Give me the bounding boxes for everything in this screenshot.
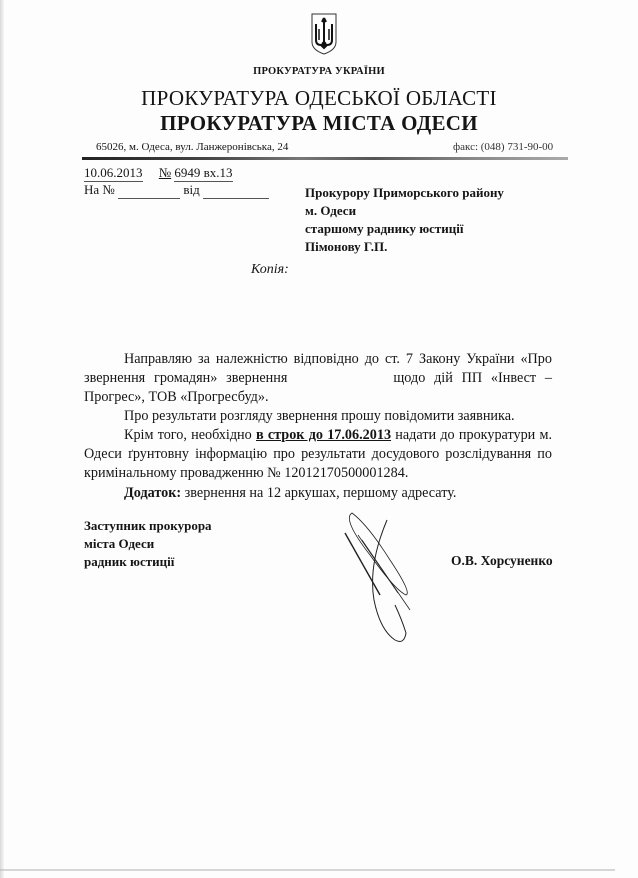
registration-line — [84, 165, 233, 182]
signatory-title — [84, 517, 212, 571]
paragraph-request-result: Про результати розгляду звернення прошу повідомити заявника. — [124, 408, 515, 424]
reference-date-blank — [203, 182, 269, 199]
recipient-block — [305, 184, 605, 256]
registration-number: 6949 вх.13 — [174, 165, 233, 180]
reference-line — [84, 182, 269, 199]
header-divider — [82, 157, 568, 160]
deadline-text: в строк до 17.06.2013 — [255, 427, 392, 443]
paragraph-text: Крім того, необхідно — [124, 427, 252, 443]
trident-coat-of-arms-icon — [310, 12, 338, 56]
org-address: 65026, м. Одеса, вул. Ланжеронівська, 24 — [96, 141, 289, 153]
registration-number-label: № — [158, 165, 172, 180]
paragraph-deadline — [84, 426, 552, 483]
recipient-line: Прокурору Приморського району — [305, 185, 504, 200]
attachment-label: Додаток: — [124, 485, 182, 501]
reference-number-blank — [118, 182, 180, 199]
signatory-title-line: радник юстиції — [84, 554, 175, 569]
paragraph-attachment — [84, 484, 552, 503]
paragraph-forwarding — [84, 350, 552, 407]
signatory-title-line: міста Одеси — [84, 536, 155, 551]
paragraph-text: щодо дій ПП «Інвест – Прогрес», ТОВ «Прогресбуд». — [84, 370, 552, 405]
signatory-name: О.В. Хорсуненко — [451, 553, 553, 568]
org-fax: факс: (048) 731-90-00 — [453, 141, 554, 153]
paragraph-text: надати до прокуратури м. Одеси ґрунтовну інформацію про результати досудового розслідування по кримінальному провадженню № 12012170500001284. — [84, 427, 553, 481]
org-city-heading: ПРОКУРАТУРА МІСТА ОДЕСИ — [160, 111, 478, 135]
recipient-line: старшому раднику юстиції — [305, 221, 464, 236]
reference-number-label: На № — [84, 182, 115, 197]
attachment-text: звернення на 12 аркушах, першому адресату. — [184, 485, 457, 501]
copy-label: Копія: — [251, 262, 289, 277]
scan-bottom-edge — [0, 869, 615, 871]
reference-from-label: від — [183, 182, 200, 197]
org-top-heading: ПРОКУРАТУРА УКРАЇНИ — [253, 66, 385, 77]
org-region-heading: ПРОКУРАТУРА ОДЕСЬКОЇ ОБЛАСТІ — [141, 86, 497, 110]
handwritten-signature-icon — [340, 505, 420, 655]
recipient-line: м. Одеси — [305, 203, 357, 218]
paragraph-text: Направляю за належністю відповідно до ст. 7 Закону України «Про звернення громадян» звернення — [84, 351, 552, 386]
signatory-title-line: Заступник прокурора — [84, 518, 212, 533]
recipient-line: Пімонову Г.П. — [305, 239, 388, 254]
registration-date: 10.06.2013 — [84, 165, 143, 180]
